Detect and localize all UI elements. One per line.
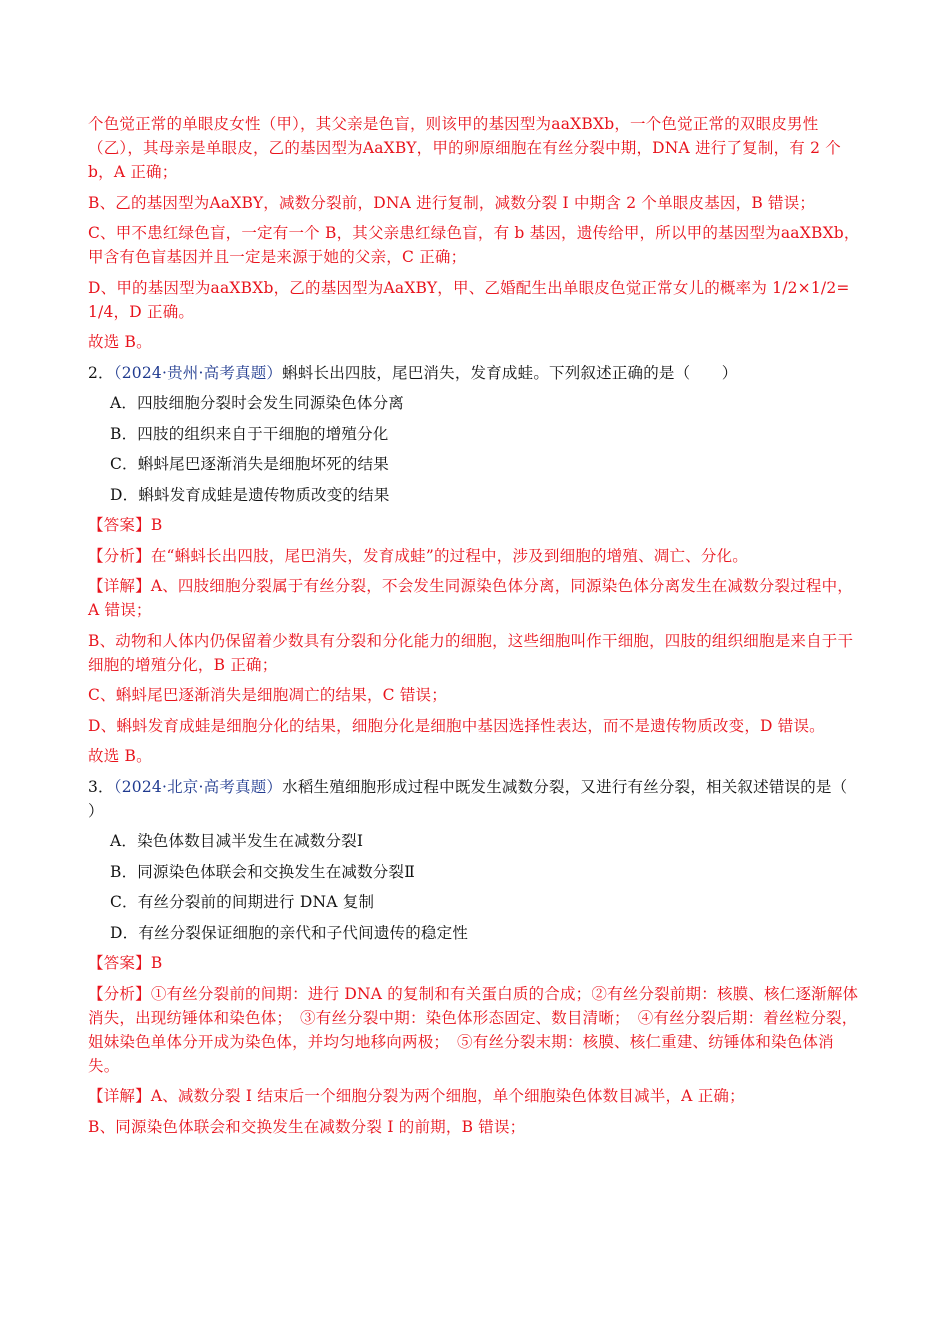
q1-explain-b: B、乙的基因型为AaXBY，减数分裂前，DNA 进行复制，减数分裂 I 中期含 2 个单眼皮基因，B 错误； [88,193,816,212]
q2-number: 2． [88,363,114,382]
q3-detail-a [88,1084,864,1108]
q2-analysis-tag: 【分析】 [88,546,151,565]
q2-conclusion: 故选 B。 [88,747,152,765]
q1-explain-continued: 个色觉正常的单眼皮女性（甲），其父亲是色盲，则该甲的基因型为aaXBXb，一个色觉正常的双眼皮男性（乙），其母亲是单眼皮，乙的基因型为AaXBY，甲的卵原细胞在有丝分裂中期，DNA 进行了复制，有 2 个 b，A 正确； [88,115,841,181]
q3-number: 3． [88,777,114,796]
q3-detail-tag: 【详解】 [88,1087,151,1105]
document-content [88,112,879,1145]
q3-answer-tag: 【答案】 [88,954,151,972]
q3-option-b: B．同源染色体联会和交换发生在减数分裂Ⅱ [110,862,415,881]
q2-detail-c: C、蝌蚪尾巴逐渐消失是细胞凋亡的结果，C 错误； [88,686,447,704]
q2-question: 蝌蚪长出四肢，尾巴消失，发育成蛙。下列叙述正确的是（ ） [282,363,738,382]
q3-detail-b: B、同源染色体联会和交换发生在减数分裂 I 的前期，B 错误； [88,1117,526,1136]
q3-analysis-text: ①有丝分裂前的间期：进行 DNA 的复制和有关蛋白质的合成；②有丝分裂前期：核膜、核仁逐渐解体消失，出现纺锤体和染色体； ③有丝分裂中期：染色体形态固定、数目清晰； ④有丝分裂后期：着丝粒分裂，姐妹染色单体分开成为染色体，并均匀地移向两极； ⑤有丝分裂末期：核膜、核仁重建、纺锤体和染色体消失。 [88,984,859,1075]
q2-option-d: D．蝌蚪发育成蛙是遗传物质改变的结果 [110,485,390,504]
q2-analysis-text: 在“蝌蚪长出四肢，尾巴消失，发育成蛙”的过程中，涉及到细胞的增殖、凋亡、分化。 [150,546,748,565]
q2-answer-tag: 【答案】 [88,516,151,534]
q3-source: （2024·北京·高考真题） [113,777,283,796]
q2-detail-a [88,574,864,622]
q2-option-a: A．四肢细胞分裂时会发生同源染色体分离 [110,394,404,412]
q2-detail-tag: 【详解】 [88,577,151,595]
q2-stem [88,361,864,385]
q2-option-b: B．四肢的组织来自于干细胞的增殖分化 [110,424,389,443]
q3-answer [88,951,864,975]
q3-option-c: C．有丝分裂前的间期进行 DNA 复制 [110,893,375,911]
q1-explain-d: D、甲的基因型为aaXBXb，乙的基因型为AaXBY，甲、乙婚配生出单眼皮色觉正常女儿的概率为 1/2×1/2=1/4，D 正确。 [88,278,850,321]
q3-analysis [88,982,864,1078]
q3-detail-a-text: A、减数分裂 I 结束后一个细胞分裂为两个细胞，单个细胞染色体数目减半，A 正确； [150,1087,745,1105]
q3-analysis-tag: 【分析】 [88,984,151,1003]
q3-stem [88,775,879,823]
q2-detail-a-text: A、四肢细胞分裂属于有丝分裂，不会发生同源染色体分离，同源染色体分离发生在减数分裂过程中，A 错误； [88,577,854,619]
q2-analysis [88,544,864,568]
q2-answer-value: B [150,516,163,534]
q3-option-a: A．染色体数目减半发生在减数分裂Ⅰ [110,832,364,850]
q2-detail-b: B、动物和人体内仍保留着少数具有分裂和分化能力的细胞，这些细胞叫作干细胞，四肢的组织细胞是来自于干细胞的增殖分化，B 正确； [88,631,854,674]
q2-source: （2024·贵州·高考真题） [113,363,283,382]
q3-option-d: D．有丝分裂保证细胞的亲代和子代间遗传的稳定性 [110,923,469,942]
q1-conclusion: 故选 B。 [88,333,152,351]
q2-answer [88,513,864,537]
q1-explain-c: C、甲不患红绿色盲，一定有一个 B，其父亲患红绿色盲，有 b 基因，遗传给甲，所以甲的基因型为aaXBXb，甲含有色盲基因并且一定是来源于她的父亲，C 正确； [88,224,860,266]
q2-option-c: C．蝌蚪尾巴逐渐消失是细胞坏死的结果 [110,455,389,473]
q3-answer-value: B [150,954,163,972]
q2-detail-d: D、蝌蚪发育成蛙是细胞分化的结果，细胞分化是细胞中基因选择性表达，而不是遗传物质改变，D 错误。 [88,716,825,735]
q3-question: 水稻生殖细胞形成过程中既发生减数分裂，又进行有丝分裂，相关叙述错误的是（ ） [88,777,879,820]
